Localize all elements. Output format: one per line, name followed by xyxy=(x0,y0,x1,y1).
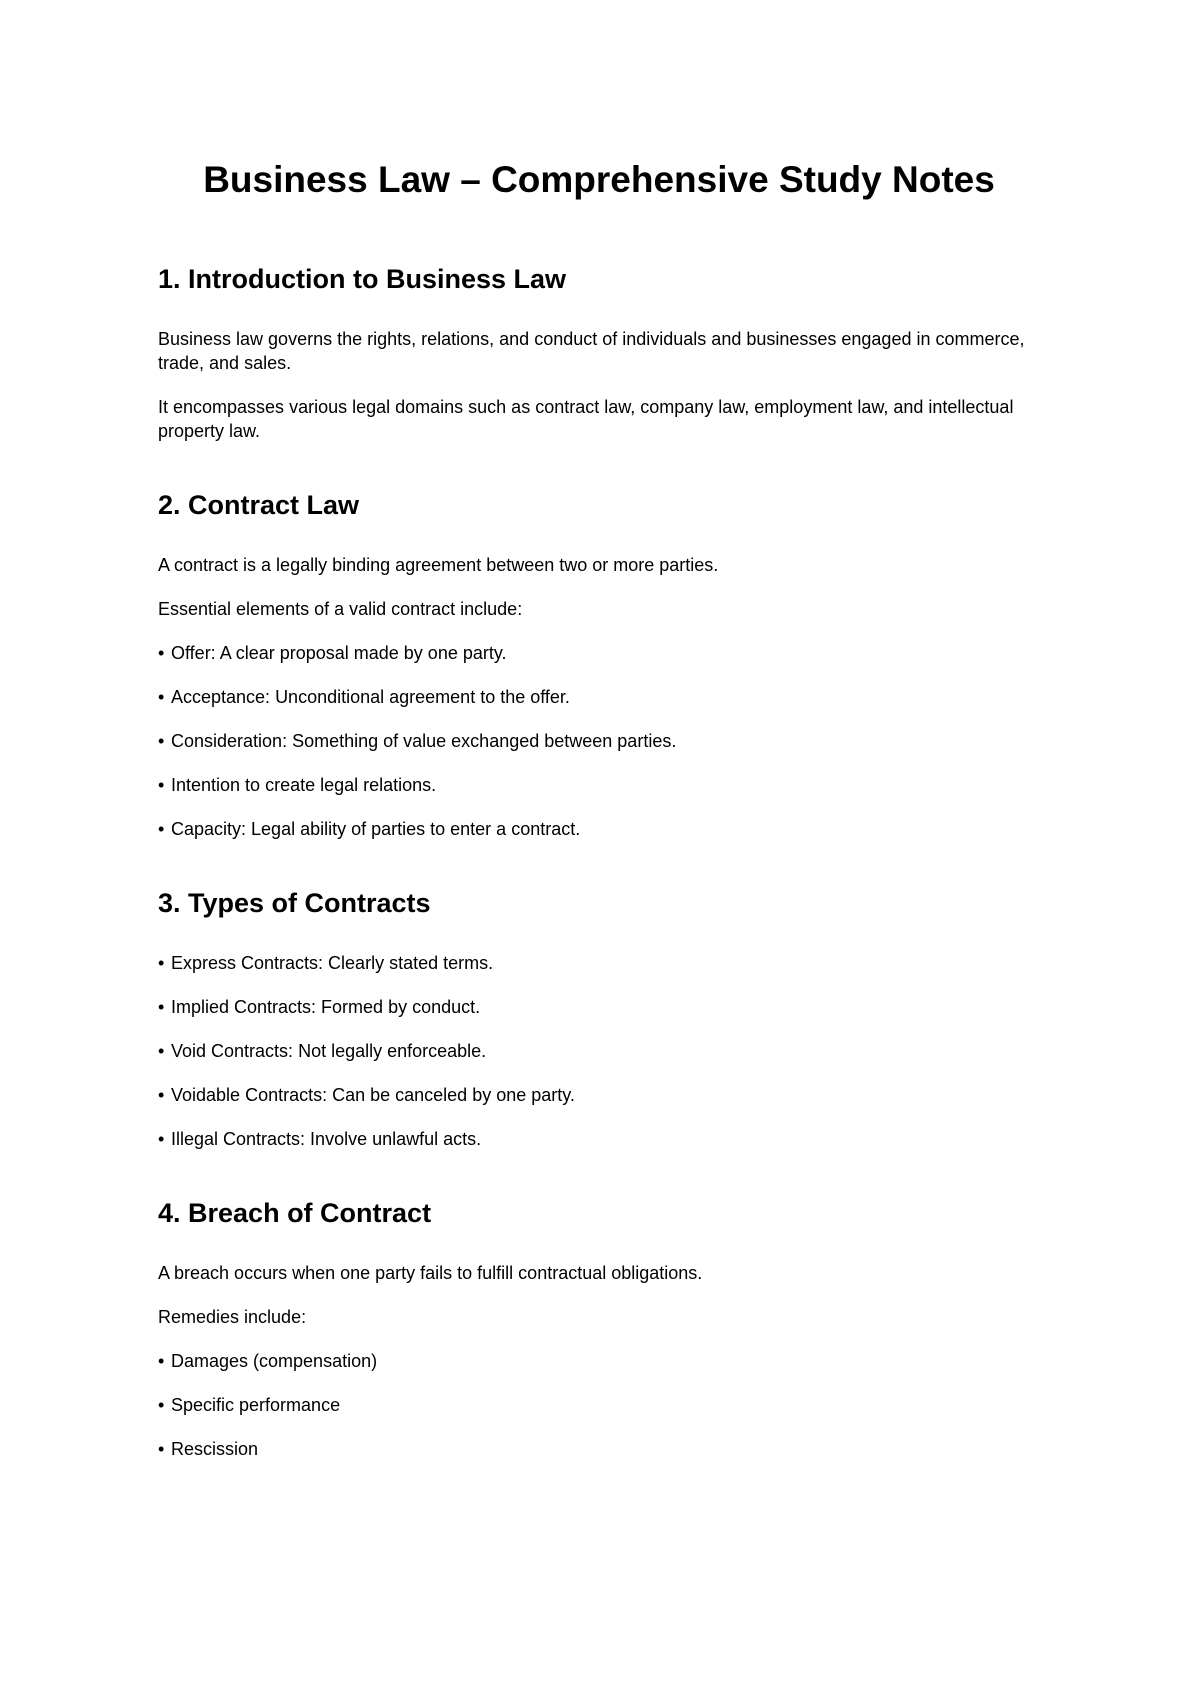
section-heading: 3. Types of Contracts xyxy=(158,888,431,918)
bullet-text: Acceptance: Unconditional agreement to the offer. xyxy=(171,687,570,707)
bullet-text: Express Contracts: Clearly stated terms. xyxy=(171,953,494,973)
bullet-item xyxy=(158,773,1050,797)
paragraph: Remedies include: xyxy=(158,1307,307,1327)
bullet-item xyxy=(158,817,1050,841)
bullet-icon: • xyxy=(158,819,165,839)
bullet-icon: • xyxy=(158,643,165,663)
bullet-icon: • xyxy=(158,1439,165,1459)
bullet-icon: • xyxy=(158,1351,165,1371)
bullet-item xyxy=(158,1039,1050,1063)
bullet-text: Illegal Contracts: Involve unlawful acts. xyxy=(171,1129,482,1149)
bullet-text: Capacity: Legal ability of parties to enter a contract. xyxy=(171,819,581,839)
bullet-text: Offer: A clear proposal made by one party. xyxy=(171,643,507,663)
paragraph: A breach occurs when one party fails to fulfill contractual obligations. xyxy=(158,1263,703,1283)
bullet-icon: • xyxy=(158,1395,165,1415)
section-introduction xyxy=(158,261,1050,443)
bullet-icon: • xyxy=(158,1129,165,1149)
paragraph: It encompasses various legal domains such as contract law, company law, employment law, and intellectual property law. xyxy=(158,397,1014,441)
bullet-text: Intention to create legal relations. xyxy=(171,775,437,795)
bullet-icon: • xyxy=(158,997,165,1017)
bullet-text: Consideration: Something of value exchanged between parties. xyxy=(171,731,677,751)
paragraph: A contract is a legally binding agreement between two or more parties. xyxy=(158,555,719,575)
bullet-item xyxy=(158,1393,1050,1417)
document-title: Business Law – Comprehensive Study Notes xyxy=(203,159,995,200)
section-heading: 2. Contract Law xyxy=(158,490,360,520)
bullet-item xyxy=(158,1083,1050,1107)
bullet-icon: • xyxy=(158,1041,165,1061)
bullet-text: Damages (compensation) xyxy=(171,1351,378,1371)
paragraph: Business law governs the rights, relations, and conduct of individuals and businesses engaged in commerce, trade, and sales. xyxy=(158,329,1025,373)
bullet-item xyxy=(158,729,1050,753)
bullet-icon: • xyxy=(158,731,165,751)
bullet-icon: • xyxy=(158,687,165,707)
section-contract-law xyxy=(158,487,1050,841)
bullet-text: Void Contracts: Not legally enforceable. xyxy=(171,1041,487,1061)
bullet-item xyxy=(158,685,1050,709)
bullet-text: Implied Contracts: Formed by conduct. xyxy=(171,997,481,1017)
bullet-item xyxy=(158,1127,1050,1151)
bullet-icon: • xyxy=(158,953,165,973)
bullet-item xyxy=(158,995,1050,1019)
section-breach-of-contract xyxy=(158,1195,1050,1461)
bullet-icon: • xyxy=(158,775,165,795)
bullet-text: Voidable Contracts: Can be canceled by one party. xyxy=(171,1085,575,1105)
bullet-item xyxy=(158,951,1050,975)
section-heading: 4. Breach of Contract xyxy=(158,1198,432,1228)
bullet-text: Rescission xyxy=(171,1439,259,1459)
paragraph: Essential elements of a valid contract include: xyxy=(158,599,523,619)
bullet-text: Specific performance xyxy=(171,1395,341,1415)
bullet-item xyxy=(158,641,1050,665)
bullet-item xyxy=(158,1349,1050,1373)
section-types-of-contracts xyxy=(158,885,1050,1151)
bullet-icon: • xyxy=(158,1085,165,1105)
section-heading: 1. Introduction to Business Law xyxy=(158,264,567,294)
bullet-item xyxy=(158,1437,1050,1461)
